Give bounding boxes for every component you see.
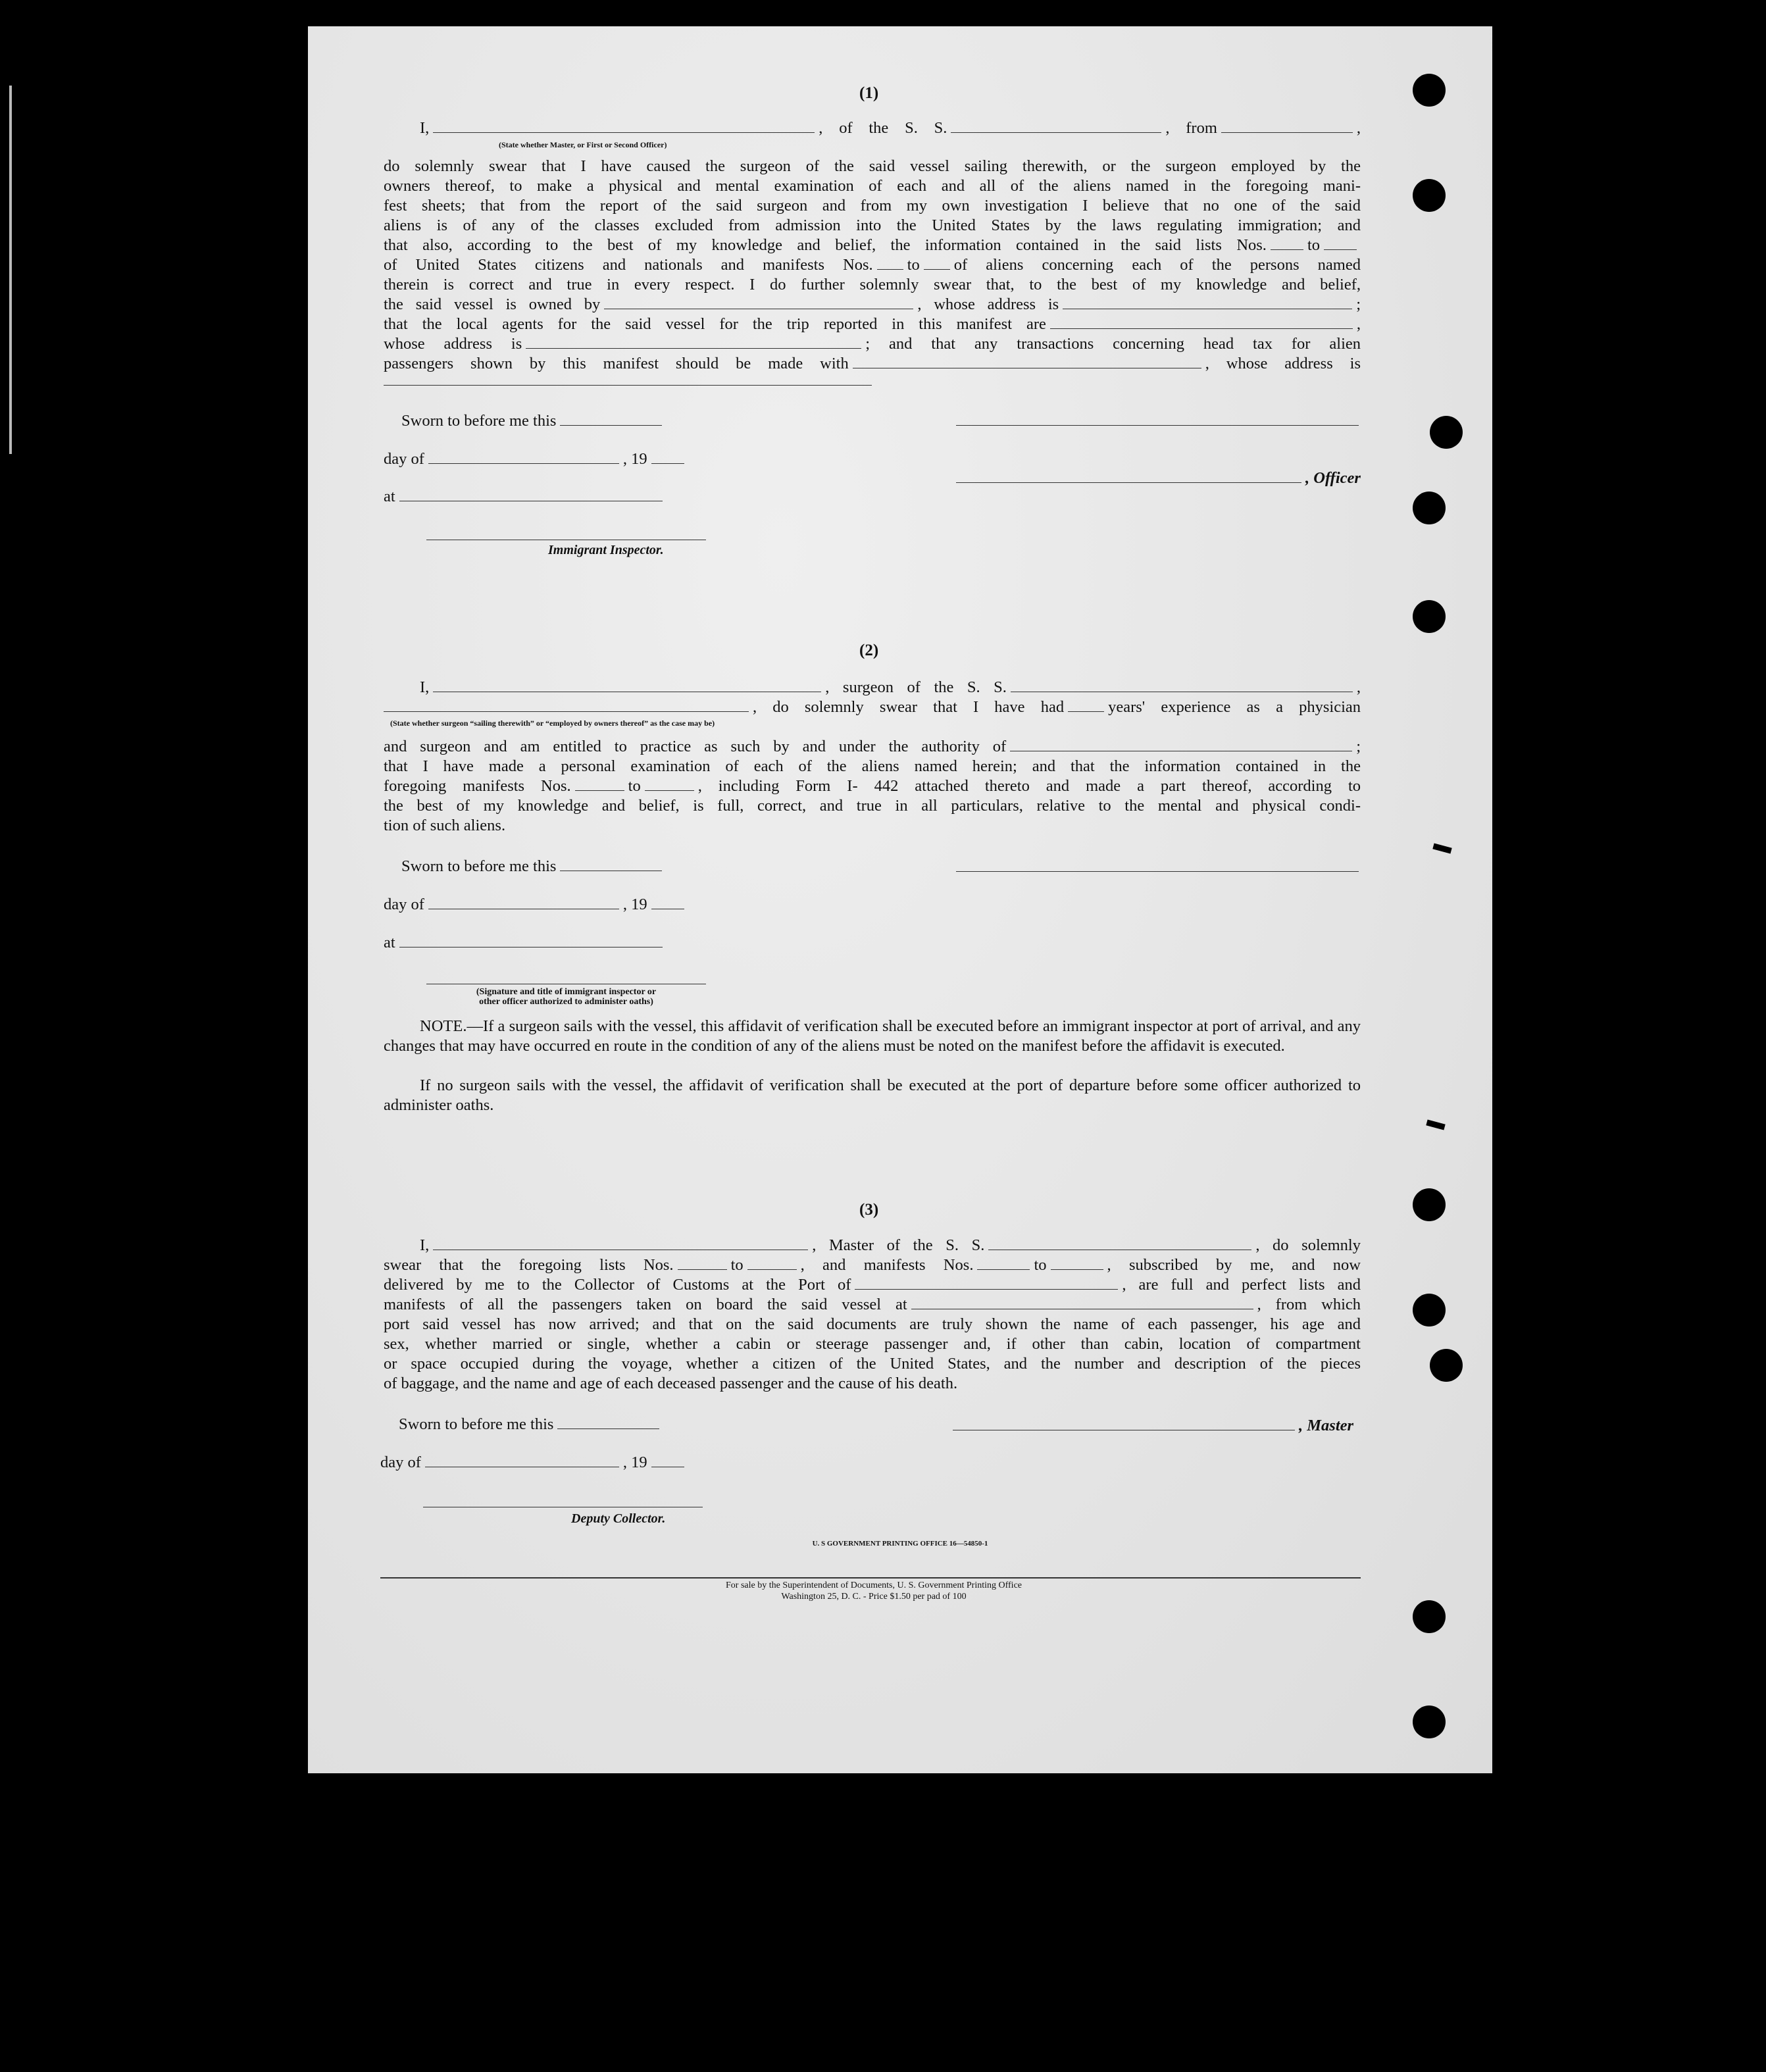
s2-para-1: and surgeon and am entitled to practice as such by and under the authority of ; <box>384 738 1361 755</box>
s2-at: at <box>384 933 667 953</box>
binder-hole <box>1430 416 1463 449</box>
s2-para-2: that I have made a personal examination of each of the aliens named herein; and that the information contained in the <box>384 757 1361 775</box>
s3-year-field[interactable] <box>651 1455 684 1467</box>
rank-field[interactable] <box>433 120 815 133</box>
s3-day-of: day of , 19 <box>380 1453 688 1473</box>
s1-para-11: passengers shown by this manifest should be made with , whose address is <box>384 355 1361 372</box>
s3-vessel-name-field[interactable] <box>988 1238 1251 1250</box>
s3-month-field[interactable] <box>425 1455 619 1467</box>
s2-sworn-day-field[interactable] <box>560 859 662 871</box>
gpo-imprint: U. S GOVERNMENT PRINTING OFFICE 16—54850-1 <box>812 1540 988 1548</box>
s1-para-8: the said vessel is owned by , whose address is ; <box>384 295 1361 313</box>
section-3-number: (3) <box>859 1201 879 1219</box>
binder-hole <box>1413 1188 1446 1221</box>
s1-at: at <box>384 487 667 507</box>
head-tax-address-line[interactable] <box>384 385 872 386</box>
s1-month-field[interactable] <box>428 451 619 464</box>
lists-to-field[interactable] <box>1324 238 1357 250</box>
binder-hole <box>1413 74 1446 107</box>
from-port-field[interactable] <box>1221 120 1353 133</box>
surgeon-status-field[interactable] <box>384 699 749 712</box>
binder-hole <box>1413 600 1446 633</box>
s2-para-4: the best of my knowledge and belief, is full, correct, and true in all particulars, relative to the mental and physical condi- <box>384 797 1361 815</box>
s2-vessel-name-field[interactable] <box>1011 680 1353 692</box>
section-1-number: (1) <box>859 84 879 102</box>
section-2-number: (2) <box>859 642 879 659</box>
s1-para-9: that the local agents for the said vessel for the trip reported in this manifest are , <box>384 315 1361 333</box>
s1-year-field[interactable] <box>651 451 684 464</box>
s1-officer-signature-line[interactable] <box>956 425 1359 426</box>
s2-place-field[interactable] <box>399 935 663 948</box>
s2-sworn: Sworn to before me this <box>401 857 666 876</box>
years-experience-field[interactable] <box>1068 699 1104 712</box>
binder-hole <box>1430 1349 1463 1382</box>
s3-manifests-from-field[interactable] <box>977 1257 1030 1270</box>
s2-note-1: NOTE.—If a surgeon sails with the vessel, this affidavit of verification shall be executed before an immigrant inspector at port of arrival, and any changes that may have occurred en route in the condition of any of the aliens must be noted on the manifest before the affidavit is executed. <box>384 1017 1361 1055</box>
s1-para-6: of United States citizens and nationals and manifests Nos. to of aliens concerning each of the persons named <box>384 256 1361 274</box>
sale-notice-1: For sale by the Superintendent of Documents, U. S. Government Printing Office <box>726 1580 1022 1590</box>
s2-day-of: day of , 19 <box>384 895 688 915</box>
binder-hole <box>1413 1600 1446 1633</box>
s3-line-2: swear that the foregoing lists Nos. to , and manifests Nos. to , subscribed by me, and now <box>384 1256 1361 1274</box>
s1-para-10: whose address is ; and that any transactions concerning head tax for alien <box>384 335 1361 353</box>
s2-signature-label-2: other officer authorized to administer oaths) <box>479 997 653 1007</box>
s1-line-1: I, , of the S. S. , from , <box>420 119 1361 137</box>
note-label: NOTE. <box>420 1017 467 1035</box>
head-tax-contact-field[interactable] <box>853 356 1201 368</box>
s2-month-field[interactable] <box>428 897 619 909</box>
s3-para-1: port said vessel has now arrived; and that on the said documents are truly shown the name of each passenger, his age and <box>384 1315 1361 1333</box>
s2-note-2: If no surgeon sails with the vessel, the affidavit of verification shall be executed at the port of departure before some officer authorized to administer oaths. <box>384 1076 1361 1114</box>
s1-para-1: do solemnly swear that I have caused the surgeon of the said vessel sailing therewith, or the surgeon employed by the <box>384 157 1361 175</box>
s1-officer-name-field[interactable] <box>956 470 1301 483</box>
s3-manifests-to-field[interactable] <box>1051 1257 1103 1270</box>
s1-officer: , Officer <box>956 468 1361 488</box>
s1-sworn-day-field[interactable] <box>560 413 662 426</box>
s3-sworn-day-field[interactable] <box>557 1417 659 1429</box>
master-name-field[interactable] <box>433 1238 808 1250</box>
s2-manifests-from-field[interactable] <box>575 778 624 791</box>
s2-status-note: (State whether surgeon “sailing therewith” or “employed by owners thereof” as the case may be) <box>390 719 715 728</box>
s3-line-4: manifests of all the passengers taken on board the said vessel at , from which <box>384 1296 1361 1313</box>
s3-lists-to-field[interactable] <box>747 1257 797 1270</box>
s2-line-2: , do solemnly swear that I have had years' experience as a physician <box>384 697 1361 717</box>
customs-port-field[interactable] <box>855 1277 1118 1290</box>
s3-master-signature-field[interactable] <box>953 1418 1295 1430</box>
s2-manifests-to-field[interactable] <box>645 778 694 791</box>
lists-from-field[interactable] <box>1271 238 1303 250</box>
binder-hole <box>1413 492 1446 524</box>
s2-signature-label-1: (Signature and title of immigrant inspector or <box>476 987 657 997</box>
s3-para-2: sex, whether married or single, whether a cabin or steerage passenger and, if other than cabin, location of compartment <box>384 1335 1361 1353</box>
s3-deputy-label: Deputy Collector. <box>571 1511 666 1526</box>
s3-line-3: delivered by me to the Collector of Customs at the Port of , are full and perfect lists and <box>384 1276 1361 1294</box>
binder-hole <box>1413 1294 1446 1327</box>
s1-day-of: day of , 19 <box>384 449 688 469</box>
licensing-authority-field[interactable] <box>1010 739 1352 751</box>
s3-para-4: of baggage, and the name and age of each deceased passenger and the cause of his death. <box>384 1375 958 1392</box>
manifests-from-field[interactable] <box>877 257 903 270</box>
boarding-port-field[interactable] <box>911 1297 1253 1309</box>
s1-place-field[interactable] <box>399 489 663 501</box>
manifests-to-field[interactable] <box>924 257 950 270</box>
s3-line-1: I, , Master of the S. S. , do solemnly <box>420 1236 1361 1254</box>
s3-lists-from-field[interactable] <box>678 1257 727 1270</box>
s1-para-7: therein is correct and true in every respect. I do further solemnly swear that, to the best of my knowledge and belief, <box>384 276 1361 293</box>
film-edge-line <box>9 86 12 454</box>
surgeon-name-field[interactable] <box>433 680 821 692</box>
s3-para-3: or space occupied during the voyage, whether a citizen of the United States, and the number and description of the pieces <box>384 1355 1361 1373</box>
s2-surgeon-signature-line[interactable] <box>956 871 1359 872</box>
binder-hole <box>1413 1706 1446 1738</box>
s3-master: , Master <box>953 1416 1353 1436</box>
s2-para-3: foregoing manifests Nos. to , including Form I- 442 attached thereto and made a part thereof, according to <box>384 777 1361 795</box>
owner-field[interactable] <box>604 297 913 309</box>
form-page <box>308 26 1492 1773</box>
s1-para-5: that also, according to the best of my knowledge and belief, the information contained in the said lists Nos. to <box>384 236 1361 255</box>
local-agents-field[interactable] <box>1050 316 1353 329</box>
owner-address-field[interactable] <box>1063 297 1352 309</box>
s2-line-1: I, , surgeon of the S. S. , <box>420 678 1361 696</box>
footer-rule <box>380 1577 1361 1579</box>
s2-year-field[interactable] <box>651 897 684 909</box>
s2-para-5: tion of such aliens. <box>384 817 506 834</box>
vessel-name-field[interactable] <box>951 120 1161 133</box>
s3-sworn: Sworn to before me this <box>399 1415 663 1434</box>
s1-sworn: Sworn to before me this <box>401 411 666 431</box>
s1-inspector-label: Immigrant Inspector. <box>548 543 664 557</box>
s1-para-3: fest sheets; that from the report of the said surgeon and from my own investigation I believe that no one of the said <box>384 197 1361 215</box>
agents-address-field[interactable] <box>526 336 861 349</box>
s1-para-2: owners thereof, to make a physical and mental examination of each and all of the aliens named in the foregoing mani- <box>384 177 1361 195</box>
s1-rank-note: (State whether Master, or First or Second Officer) <box>499 140 667 149</box>
s1-para-4: aliens is of any of the classes excluded from admission into the United States by the laws regulating immigration; and <box>384 216 1361 234</box>
binder-hole <box>1413 179 1446 212</box>
sale-notice-2: Washington 25, D. C. - Price $1.50 per pad of 100 <box>781 1592 967 1602</box>
